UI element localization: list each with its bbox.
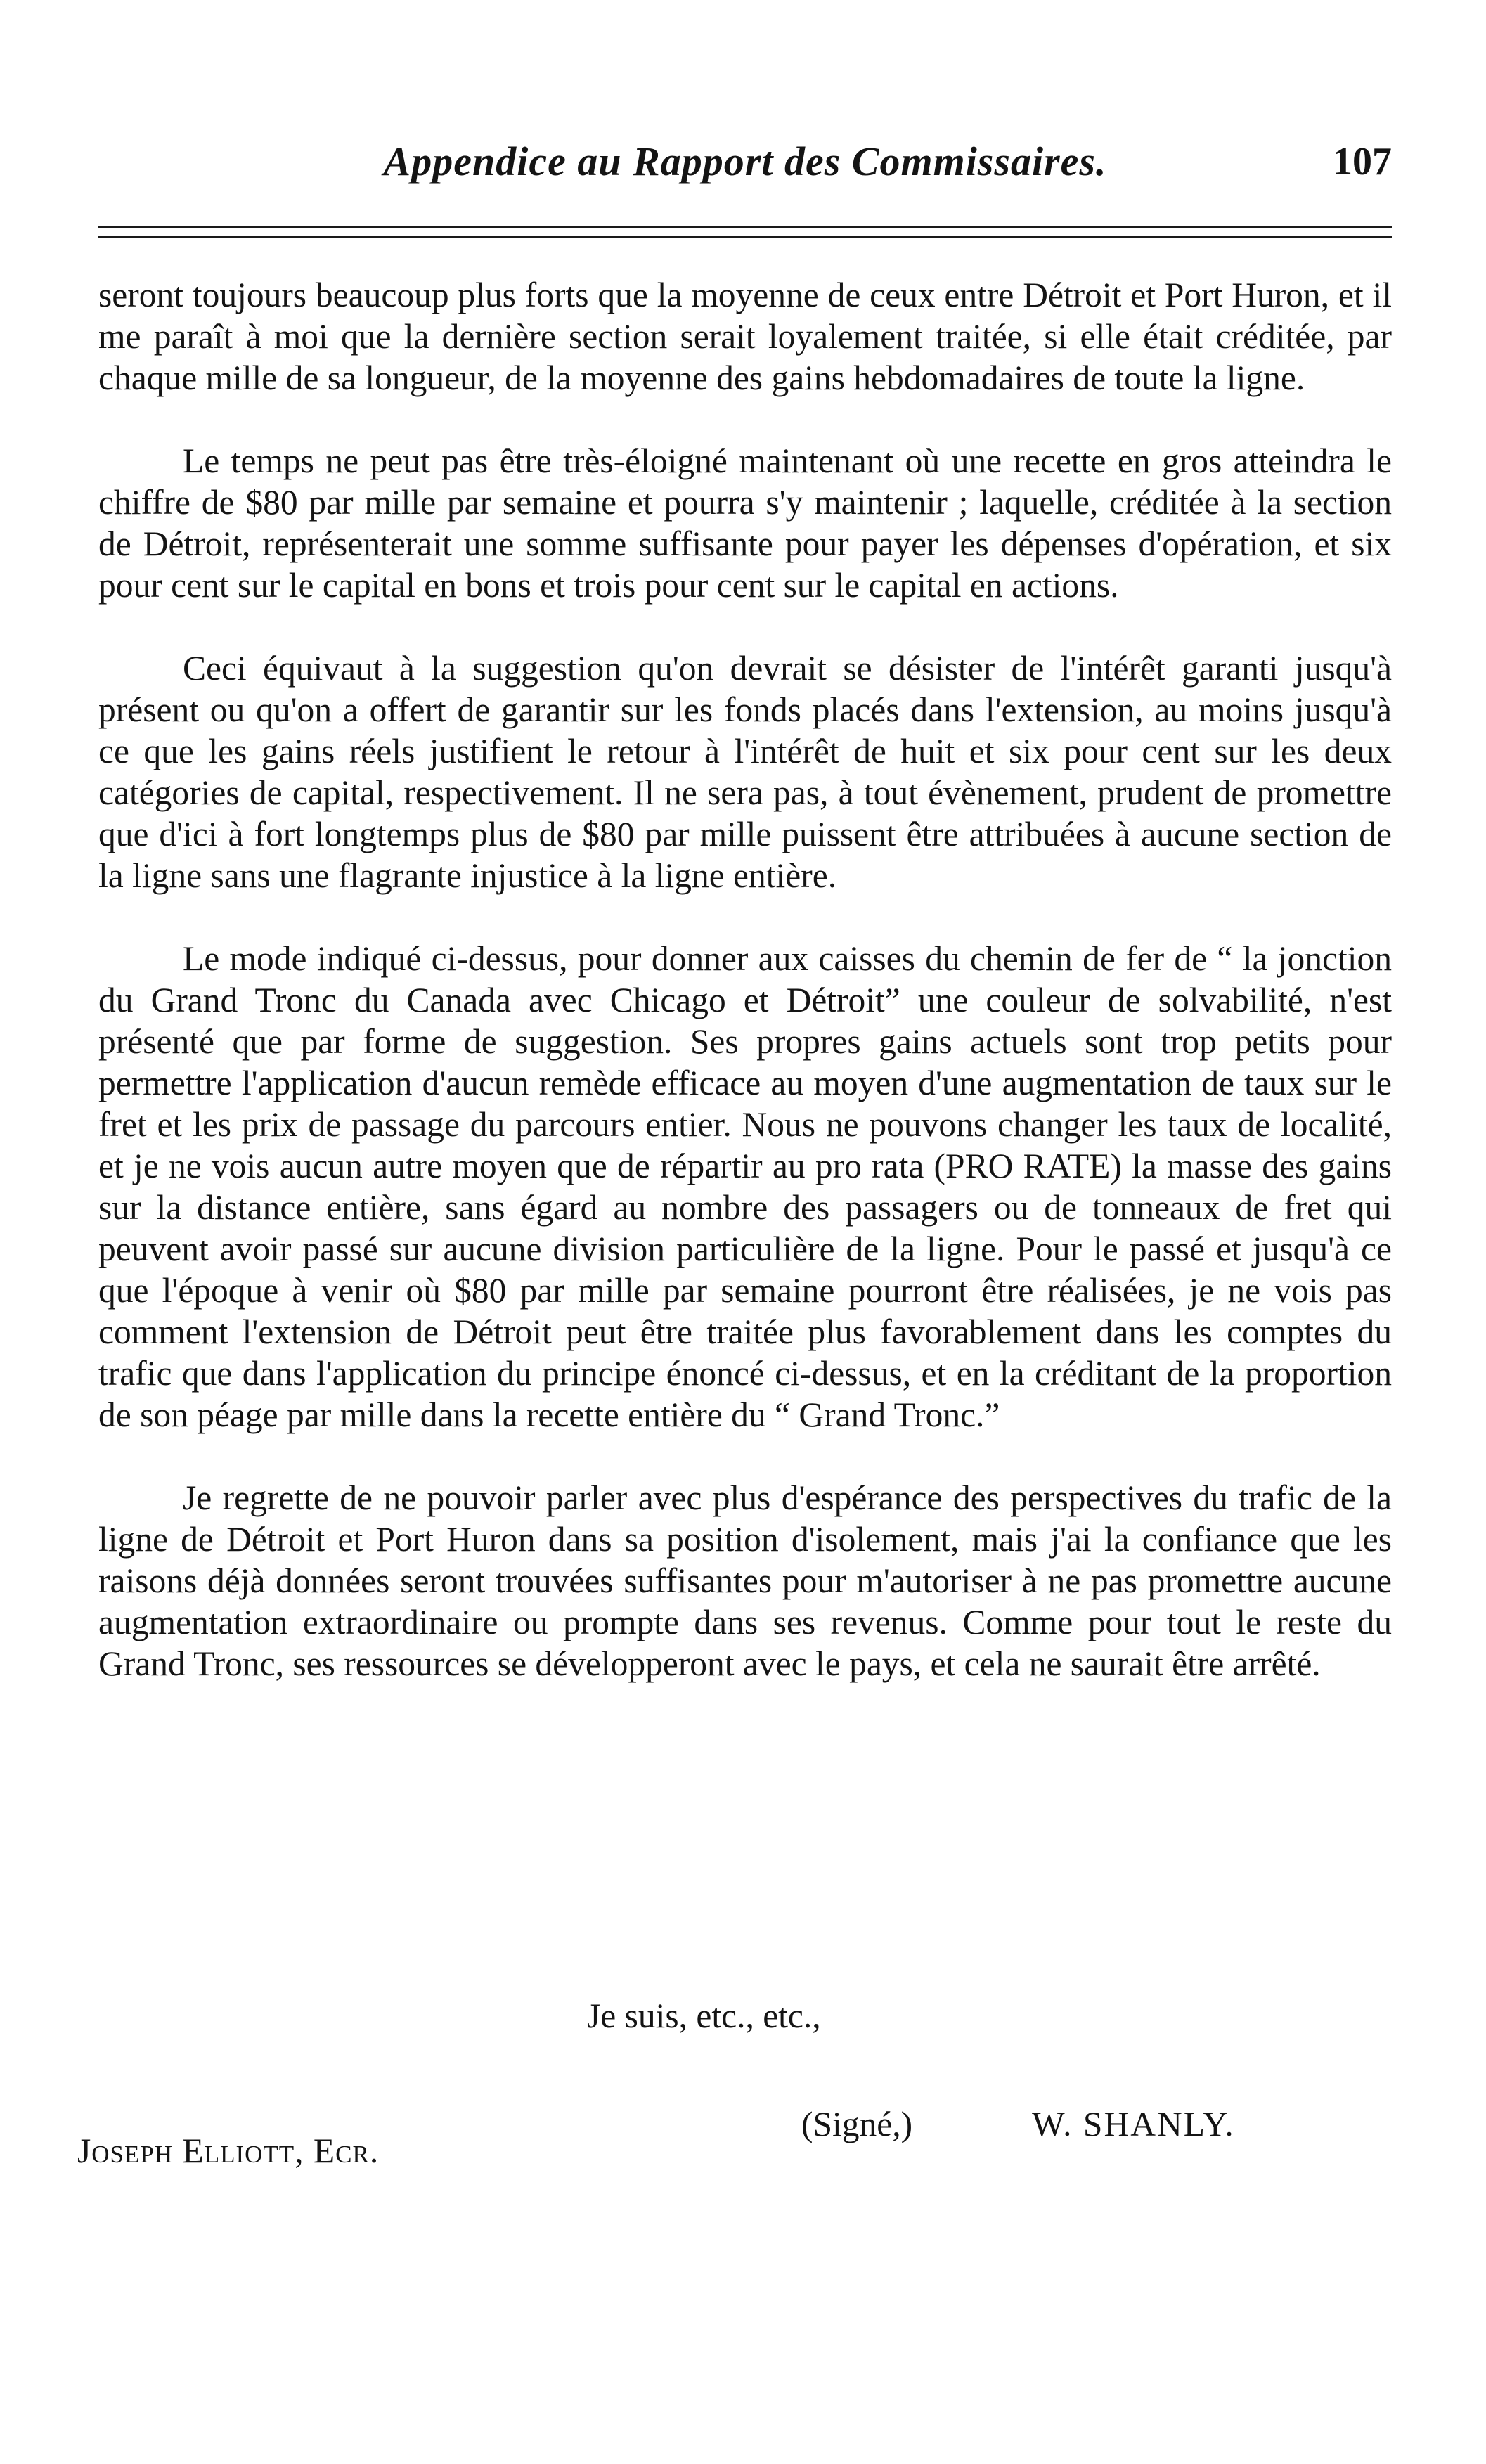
header-rule-thick — [98, 236, 1392, 238]
paragraph-2: Le temps ne peut pas être très-éloigné maintenant où une recette en gros atteindra le chiffre de $80 par mille par semaine et pourra s'y maintenir ; laquelle, créditée à la section de Détroit, représenterait une somme suffisante pour payer les dépenses d'opération, et six pour cent sur le capital en bons et trois pour cent sur le capital en actions. — [98, 441, 1392, 605]
body-text — [98, 274, 1392, 1726]
closing-formula: Je suis, etc., etc., — [587, 1997, 821, 2035]
paragraph-5: Je regrette de ne pouvoir parler avec plus d'espérance des perspectives du trafic de la ligne de Détroit et Port Huron dans sa position d'isolement, mais j'ai la confiance que les raisons déjà données seront trouvées suffisantes pour m'autoriser à ne pas promettre aucune augmentation extraordinaire ou prompte dans ses revenus. Comme pour tout le reste du Grand Tronc, ses ressources se développeront avec le pays, et cela ne saurait être arrêté. — [98, 1478, 1392, 1683]
paragraph-1: seront toujours beaucoup plus forts que la moyenne de ceux entre Détroit et Port Huron, et il me paraît à moi que la dernière section serait loyalement traitée, si elle était créditée, par chaque mille de sa longueur, de la moyenne des gains hebdomadaires de toute la ligne. — [98, 276, 1392, 397]
running-header — [98, 134, 1392, 190]
paragraph-4: Le mode indiqué ci-dessus, pour donner aux caisses du chemin de fer de “ la jonction du Grand Tronc du Canada avec Chicago et Détroit” une couleur de solvabilité, n'est présenté que par forme de suggestion. Ses propres gains actuels sont trop petits pour permettre l'application d'aucun remède efficace au moyen d'une augmentation de taux sur le fret et les prix de passage du parcours entier. Nous ne pouvons changer les taux de localité, et je ne vois aucun autre moyen que de répartir au pro rata (PRO RATE) la masse des gains sur la distance entière, sans égard au nombre des passagers ou de tonneaux de fret qui peuvent avoir passé sur aucune division particulière de la ligne. Pour le passé et jusqu'à ce que l'époque à venir où $80 par mille par semaine pourront être réalisées, je ne vois pas comment l'extension de Détroit peut être traitée plus favorablement dans les comptes du trafic que dans l'application du principe énoncé ci-dessus, et en la créditant de la proportion de son péage par mille dans la recette entière du “ Grand Tronc.” — [98, 939, 1392, 1434]
header-rule-thin — [98, 226, 1392, 228]
header-title: Appendice au Rapport des Commissaires. — [383, 138, 1107, 184]
signed-label: (Signé,) — [801, 2105, 913, 2143]
page-number: 107 — [1333, 140, 1392, 183]
signatory-name: W. SHANLY. — [1032, 2105, 1235, 2143]
addressee: Joseph Elliott, Ecr. — [77, 2131, 380, 2170]
paragraph-3: Ceci équivaut à la suggestion qu'on devrait se désister de l'intérêt garanti jusqu'à présent ou qu'on a offert de garantir sur les fonds placés dans l'extension, au moins jusqu'à ce que les gains réels justifient le retour à l'intérêt de huit et six pour cent sur les deux catégories de capital, respectivement. Il ne sera pas, à tout évènement, prudent de promettre que d'ici à fort longtemps plus de $80 par mille puissent être attribuées à aucune section de la ligne sans une flagrante injustice à la ligne entière. — [98, 649, 1392, 895]
